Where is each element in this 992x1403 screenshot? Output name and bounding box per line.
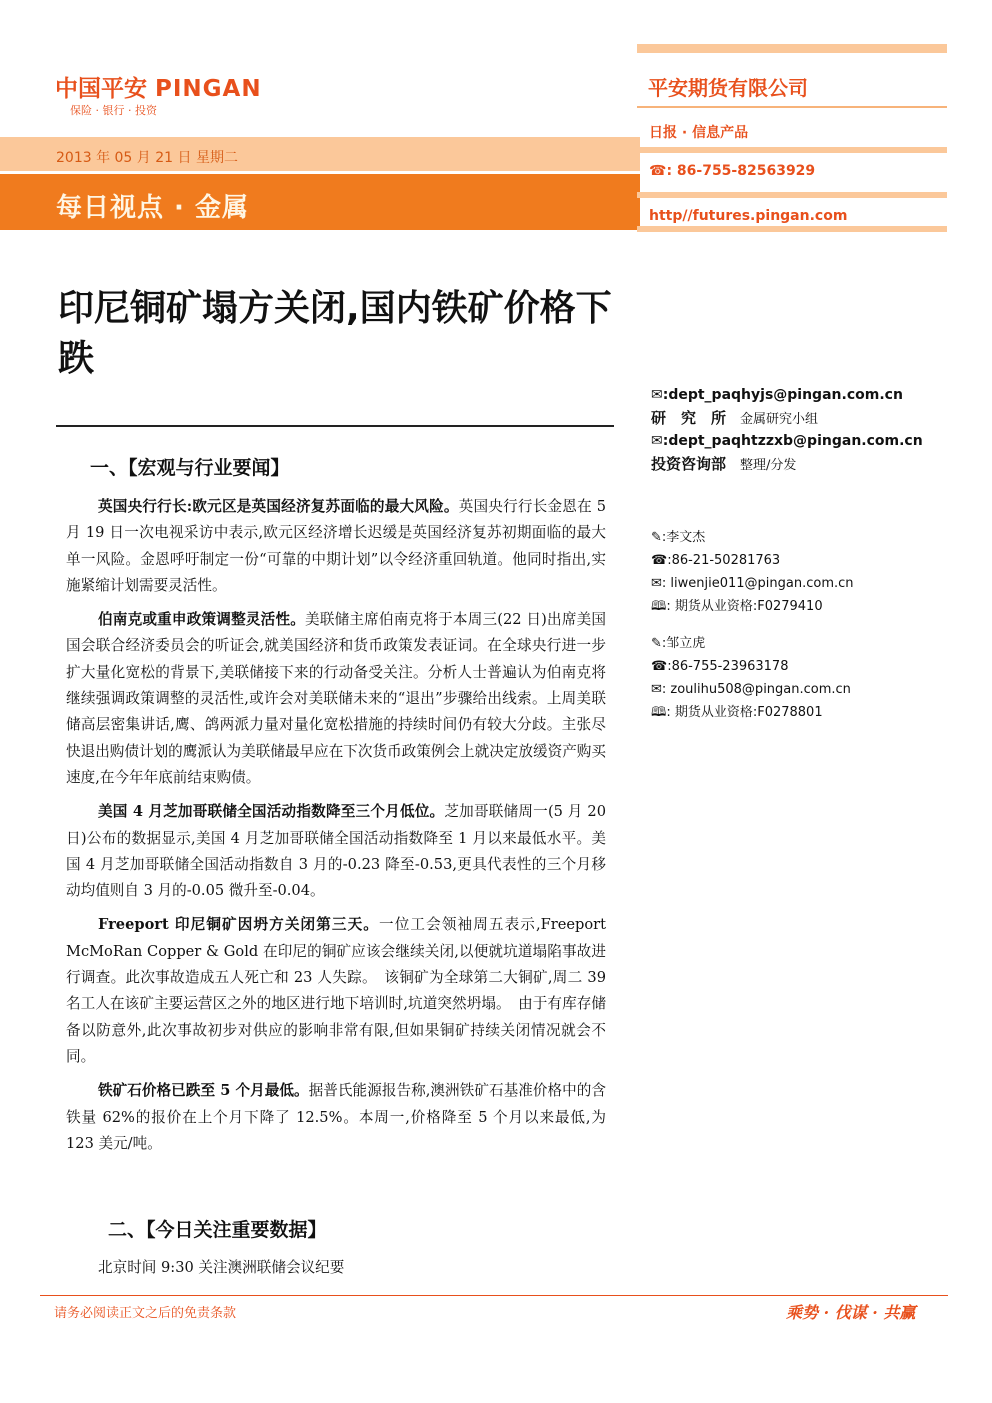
dept-label-2: 投资咨询部 xyxy=(651,455,727,473)
logo-tagline: 保险 · 银行 · 投资 xyxy=(70,104,157,117)
news-text: 据普氏能源报告称,澳洲铁矿石基准价格中的含铁量 62%的报价在上个月下降了 12.5%。本周一,价格降至 5 个月以来最低,为 123 美元/吨。 xyxy=(66,1082,606,1152)
news-paragraph xyxy=(66,1078,606,1157)
company-phone: ☎: 86-755-82563929 xyxy=(649,163,816,179)
divider xyxy=(637,106,947,108)
section-heading-1: 一、【宏观与行业要闻】 xyxy=(90,457,290,479)
company-logo xyxy=(55,70,262,103)
news-paragraph xyxy=(66,912,606,1070)
news-text: 英国央行行长金恩在 5 月 19 日一次电视采访中表示,欧元区经济增长迟缓是英国经济复苏初期面临的最大单一风险。金恩呼吁制定一份“可靠的中期计划”以令经济重回轨道。他同时指出,实施紧缩计划需要灵活性。 xyxy=(66,498,606,594)
author-list xyxy=(651,526,951,724)
logo-cn: 中国平安 xyxy=(55,76,147,102)
news-lead: Freeport 印尼铜矿因坍方关闭第三天。 xyxy=(98,916,380,934)
company-name: 平安期货有限公司 xyxy=(648,76,808,100)
contact-block xyxy=(651,384,951,476)
author-name: ✎:李文杰 xyxy=(651,530,706,545)
author-license: 🕮: 期货从业资格:F0278801 xyxy=(651,705,823,720)
orange-bar xyxy=(637,147,947,153)
author-phone: ☎:86-21-50281763 xyxy=(651,553,781,568)
dept-value-1: 金属研究小组 xyxy=(740,412,819,427)
dept-email-1[interactable]: ✉:dept_paqhyjs@pingan.com.cn xyxy=(651,387,903,403)
author-name: ✎:邹立虎 xyxy=(651,636,706,651)
headline: 印尼铜矿塌方关闭,国内铁矿价格下跌 xyxy=(58,288,612,379)
company-info-box xyxy=(637,44,947,232)
data-note: 北京时间 9:30 关注澳洲联储会议纪要 xyxy=(98,1259,345,1276)
author-email[interactable]: ✉: liwenjie011@pingan.com.cn xyxy=(651,576,854,591)
footer-rule xyxy=(40,1295,948,1296)
author-email[interactable]: ✉: zoulihu508@pingan.com.cn xyxy=(651,682,851,697)
disclaimer-link[interactable]: 请务必阅读正文之后的免责条款 xyxy=(54,1306,237,1321)
headline-rule xyxy=(56,425,614,427)
section-title: 每日视点 · 金属 xyxy=(56,193,249,223)
news-paragraph xyxy=(66,494,606,599)
author-phone: ☎:86-755-23963178 xyxy=(651,659,789,674)
company-url[interactable]: http//futures.pingan.com xyxy=(649,208,848,224)
news-text: 美联储主席伯南克将于本周三(22 日)出席美国国会联合经济委员会的听证会,就美国经济和货币政策发表证词。在全球央行进一步扩大量化宽松的背景下,美联储接下来的行动备受关注。分析人士普遍认为伯南克将继续强调政策调整的灵活性,或许会对美联储未来的“退出”步骤给出线索。上周美联储高层密集讲话,鹰、鸽两派力量对量化宽松措施的持续时间仍有较大分歧。主张尽快退出购债计划的鹰派认为美联储最早应在下次货币政策例会上就决定放缓资产购买速度,在今年年底前结束购债。 xyxy=(66,611,606,786)
news-text: 一位工会领袖周五表示,Freeport McMoRan Copper & Gold 在印尼的铜矿应该会继续关闭,以便就坑道塌陷事故进行调查。此次事故造成五人死亡和 23 人失踪。 该铜矿为全球第二大铜矿,周二 39 名工人在该矿主要运营区之外的地区进行地下培训时,坑道突然坍塌。 由于有库存储备以防意外,此次事故初步对供应的影响非常有限,但如果铜矿持续关闭情况就会不同。 xyxy=(66,916,606,1065)
logo-en: PINGAN xyxy=(155,76,262,102)
slogan: 乘势 · 伐谋 · 共赢 xyxy=(786,1303,916,1322)
orange-bar xyxy=(637,226,947,232)
news-paragraph xyxy=(66,607,606,791)
report-type: 日报 · 信息产品 xyxy=(649,125,749,141)
news-lead: 铁矿石价格已跌至 5 个月最低。 xyxy=(98,1082,309,1100)
news-lead: 美国 4 月芝加哥联储全国活动指数降至三个月低位。 xyxy=(98,803,445,821)
orange-bar xyxy=(637,192,947,198)
author-license: 🕮: 期货从业资格:F0279410 xyxy=(651,599,823,614)
news-text: 芝加哥联储周一(5 月 20 日)公布的数据显示,美国 4 月芝加哥联储全国活动指数降至 1 月以来最低水平。美国 4 月芝加哥联储全国活动指数自 3 月的-0.23 降至-0.53,更具代表性的三个月移动均值则自 3 月的-0.05 微升至-0.04。 xyxy=(66,803,606,900)
news-paragraph xyxy=(66,799,606,904)
dept-value-2: 整理/分发 xyxy=(740,458,797,473)
dept-label-1: 研 究 所 xyxy=(651,409,727,427)
news-lead: 伯南克或重申政策调整灵活性。 xyxy=(98,611,306,629)
report-date: 2013 年 05 月 21 日 星期二 xyxy=(56,150,238,166)
section-heading-2: 二、【今日关注重要数据】 xyxy=(108,1219,327,1241)
news-body xyxy=(66,494,606,1165)
news-lead: 英国央行行长:欧元区是英国经济复苏面临的最大风险。 xyxy=(98,498,459,515)
dept-email-2[interactable]: ✉:dept_paqhtzzxb@pingan.com.cn xyxy=(651,433,923,449)
orange-bar xyxy=(637,44,947,53)
